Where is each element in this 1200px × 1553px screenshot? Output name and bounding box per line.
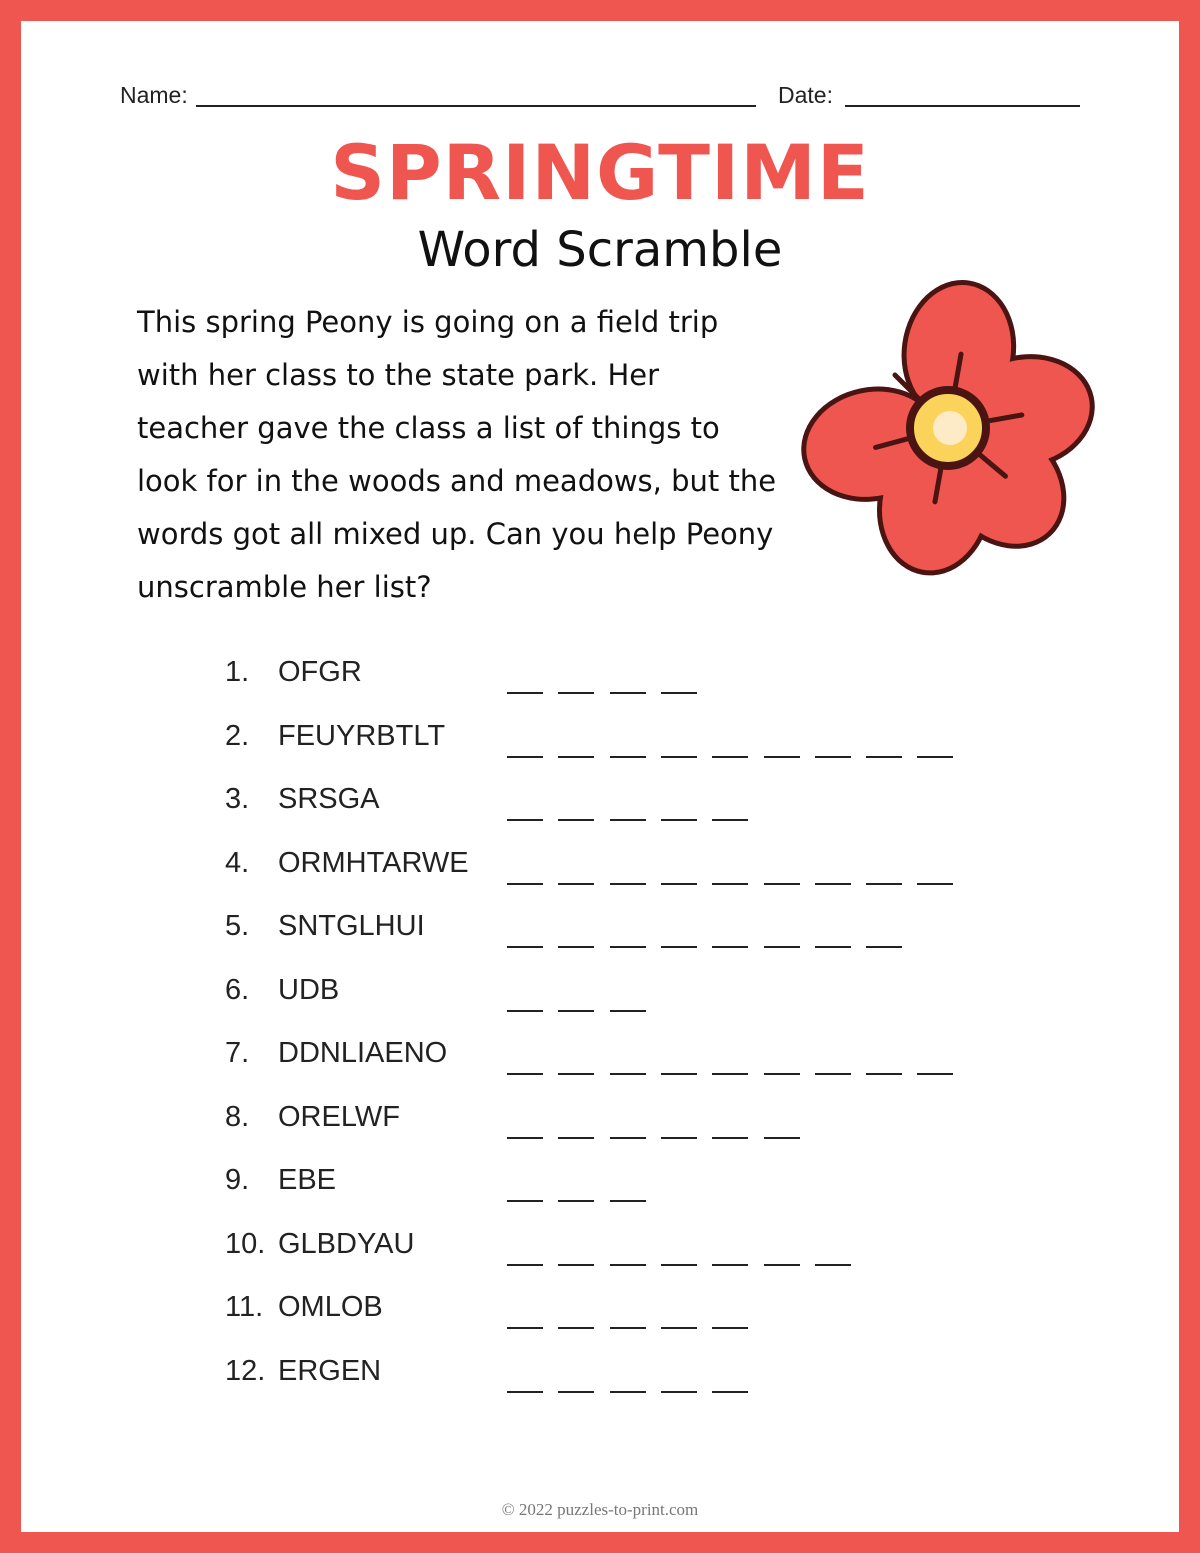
letter-blank[interactable] bbox=[507, 1137, 543, 1139]
letter-blank[interactable] bbox=[507, 883, 543, 885]
scrambled-word: UDB bbox=[278, 973, 340, 1006]
scrambled-word: EBE bbox=[278, 1164, 337, 1196]
intro-paragraph: This spring Peony is going on a field trip with her class to the state park. Her teacher gave the class a list of things to look for in the woods and meadows, but the words got all mixed up. Can you help Peony unscramble her list? bbox=[137, 305, 777, 604]
letter-blank[interactable] bbox=[815, 1264, 851, 1266]
name-label: Name: bbox=[120, 82, 188, 108]
letter-blank[interactable] bbox=[661, 946, 697, 948]
letter-blank[interactable] bbox=[610, 1010, 646, 1012]
scrambled-word: SRSGA bbox=[278, 783, 380, 815]
scrambled-word: OMLOB bbox=[278, 1291, 383, 1323]
scrambled-word: GLBDYAU bbox=[278, 1227, 415, 1260]
item-number: 8. bbox=[225, 1100, 250, 1133]
letter-blank[interactable] bbox=[764, 1264, 800, 1266]
letter-blank[interactable] bbox=[815, 883, 851, 885]
letter-blank[interactable] bbox=[661, 1391, 697, 1393]
letter-blank[interactable] bbox=[661, 1137, 697, 1139]
letter-blank[interactable] bbox=[661, 1073, 697, 1075]
letter-blank[interactable] bbox=[764, 1137, 800, 1139]
item-number: 4. bbox=[225, 846, 250, 879]
page-title: SPRINGTIME bbox=[330, 128, 870, 217]
date-field-line[interactable] bbox=[845, 105, 1080, 107]
letter-blank[interactable] bbox=[712, 1391, 748, 1393]
item-number: 12. bbox=[225, 1354, 266, 1387]
item-number: 1. bbox=[225, 656, 250, 688]
letter-blank[interactable] bbox=[610, 1264, 646, 1266]
letter-blank[interactable] bbox=[558, 819, 594, 821]
letter-blank[interactable] bbox=[917, 1073, 953, 1075]
scrambled-word: ORMHTARWE bbox=[278, 846, 469, 879]
scrambled-word: SNTGLHUI bbox=[278, 910, 425, 942]
item-number: 6. bbox=[225, 973, 250, 1006]
letter-blank[interactable] bbox=[661, 883, 697, 885]
letter-blank[interactable] bbox=[712, 1327, 748, 1329]
letter-blank[interactable] bbox=[815, 1073, 851, 1075]
item-number: 9. bbox=[225, 1164, 250, 1196]
item-number: 5. bbox=[225, 910, 250, 942]
letter-blank[interactable] bbox=[610, 692, 646, 694]
flower-center-highlight bbox=[933, 411, 967, 445]
letter-blank[interactable] bbox=[507, 1391, 543, 1393]
letter-blank[interactable] bbox=[866, 756, 902, 758]
item-number: 11. bbox=[225, 1291, 264, 1323]
letter-blank[interactable] bbox=[866, 883, 902, 885]
letter-blank[interactable] bbox=[712, 1137, 748, 1139]
letter-blank[interactable] bbox=[866, 1073, 902, 1075]
letter-blank[interactable] bbox=[558, 756, 594, 758]
letter-blank[interactable] bbox=[610, 1073, 646, 1075]
date-label: Date: bbox=[778, 82, 833, 108]
letter-blank[interactable] bbox=[712, 756, 748, 758]
letter-blank[interactable] bbox=[507, 946, 543, 948]
item-number: 3. bbox=[225, 783, 250, 815]
letter-blank[interactable] bbox=[917, 883, 953, 885]
letter-blank[interactable] bbox=[610, 1200, 646, 1202]
item-number: 7. bbox=[225, 1037, 250, 1069]
letter-blank[interactable] bbox=[712, 1073, 748, 1075]
item-number: 2. bbox=[225, 719, 250, 752]
scrambled-word: ORELWF bbox=[278, 1100, 400, 1133]
letter-blank[interactable] bbox=[712, 1264, 748, 1266]
copyright-footer: © 2022 puzzles-to-print.com bbox=[501, 1500, 699, 1519]
item-number: 10. bbox=[225, 1227, 266, 1260]
letter-blank[interactable] bbox=[866, 946, 902, 948]
letter-blank[interactable] bbox=[558, 1391, 594, 1393]
letter-blank[interactable] bbox=[764, 756, 800, 758]
letter-blank[interactable] bbox=[661, 1264, 697, 1266]
letter-blank[interactable] bbox=[712, 819, 748, 821]
letter-blank[interactable] bbox=[661, 756, 697, 758]
letter-blank[interactable] bbox=[507, 1264, 543, 1266]
letter-blank[interactable] bbox=[558, 883, 594, 885]
letter-blank[interactable] bbox=[712, 883, 748, 885]
letter-blank[interactable] bbox=[610, 883, 646, 885]
letter-blank[interactable] bbox=[558, 1200, 594, 1202]
letter-blank[interactable] bbox=[507, 1200, 543, 1202]
letter-blank[interactable] bbox=[661, 1327, 697, 1329]
letter-blank[interactable] bbox=[610, 1391, 646, 1393]
letter-blank[interactable] bbox=[507, 756, 543, 758]
letter-blank[interactable] bbox=[507, 1010, 543, 1012]
letter-blank[interactable] bbox=[610, 819, 646, 821]
name-field-line[interactable] bbox=[196, 105, 756, 107]
letter-blank[interactable] bbox=[610, 1137, 646, 1139]
letter-blank[interactable] bbox=[712, 946, 748, 948]
letter-blank[interactable] bbox=[558, 1073, 594, 1075]
letter-blank[interactable] bbox=[815, 946, 851, 948]
page-subtitle: Word Scramble bbox=[417, 222, 783, 278]
letter-blank[interactable] bbox=[558, 692, 594, 694]
letter-blank[interactable] bbox=[815, 756, 851, 758]
letter-blank[interactable] bbox=[764, 946, 800, 948]
scrambled-word: OFGR bbox=[278, 656, 362, 688]
letter-blank[interactable] bbox=[764, 1073, 800, 1075]
letter-blank[interactable] bbox=[507, 1327, 543, 1329]
letter-blank[interactable] bbox=[558, 1010, 594, 1012]
letter-blank[interactable] bbox=[610, 946, 646, 948]
letter-blank[interactable] bbox=[661, 692, 697, 694]
scrambled-word: ERGEN bbox=[278, 1354, 382, 1387]
letter-blank[interactable] bbox=[507, 819, 543, 821]
letter-blank[interactable] bbox=[558, 1264, 594, 1266]
scrambled-word: DDNLIAENO bbox=[278, 1037, 448, 1069]
letter-blank[interactable] bbox=[661, 819, 697, 821]
letter-blank[interactable] bbox=[558, 946, 594, 948]
letter-blank[interactable] bbox=[558, 1137, 594, 1139]
letter-blank[interactable] bbox=[917, 756, 953, 758]
scrambled-word: FEUYRBTLT bbox=[278, 719, 446, 752]
letter-blank[interactable] bbox=[507, 1073, 543, 1075]
letter-blank[interactable] bbox=[764, 883, 800, 885]
letter-blank[interactable] bbox=[507, 692, 543, 694]
letter-blank[interactable] bbox=[558, 1327, 594, 1329]
letter-blank[interactable] bbox=[610, 1327, 646, 1329]
flower-icon bbox=[800, 275, 1120, 585]
letter-blank[interactable] bbox=[610, 756, 646, 758]
